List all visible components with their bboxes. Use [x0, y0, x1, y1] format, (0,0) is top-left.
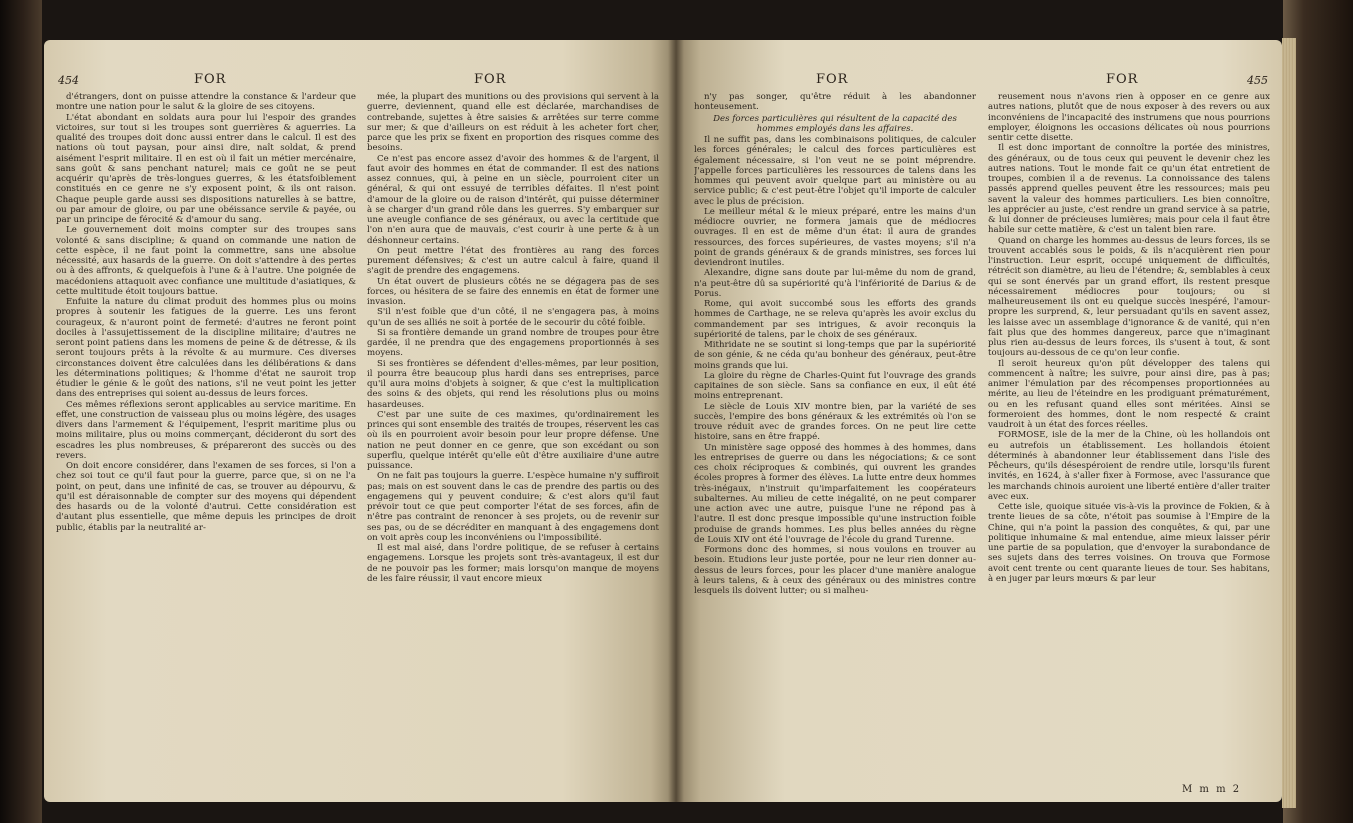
paragraph: On peut mettre l'état des frontières au rang des forces purement défensives; & c'est un autre calcul à faire, quand il s'agit de prendre des engagemens. — [367, 245, 659, 277]
paragraph: Ces mêmes réflexions seront applicables au service maritime. En effet, une construction de vaisseau plus ou moins légère, des usages divers dans l'armement & l'équipement, l'esprit maritime plus ou moins militaire, plus ou moins commerçant, décideront du sort des escadres les plus nombreuses, & prépareront des succès ou des revers. — [56, 399, 356, 461]
paragraph: La gloire du règne de Charles-Quint fut l'ouvrage des grands capitaines de son siècle. Sans sa confiance en eux, il eût été moins entreprenant. — [694, 370, 976, 402]
paragraph: L'état abondant en soldats aura pour lui l'espoir des grandes victoires, sur tout si les troupes sont guerrières & aguerries. La qualité des troupes doit donc aussi entrer dans le calcul. Il est des nations où tout paysan, pour ainsi dire, naît soldat, & prend aisément l'esprit militaire. Il en est où il fait un métier mercénaire, sans goût & sans penchant naturel; mais ce goût ne se peut acquérir qu'après de très-longues guerres, & les étatsfoiblement constitués en ce genre ne s'y exposent point, & ils ont raison. Chaque peuple garde aussi ses dispositions naturelles à se battre, ou par amour de gloire, ou par une obéissance servile & payée, ou par un principe de férocité & d'amour du sang. — [56, 112, 356, 225]
paragraph: Un état ouvert de plusieurs côtés ne se dégagera pas de ses forces, ou hésitera de se faire des ennemis en état de former une invasion. — [367, 276, 659, 307]
paragraph: d'étrangers, dont on puisse attendre la constance & l'ardeur que montre une nation pour le salut & la gloire de ses citoyens. — [56, 92, 356, 113]
left-column-2 — [367, 92, 659, 792]
paragraph: Si ses frontières se défendent d'elles-mêmes, par leur position, il pourra être beaucoup plus hardi dans ses entreprises, parce qu'il aura moins d'objets à soigner, & que c'est la multiplication des soins & des objets, qui rend les résolutions plus ou moins hasardeuses. — [367, 358, 659, 410]
paragraph: Alexandre, digne sans doute par lui-même du nom de grand, n'a peut-être dû sa supériorité qu'à l'infériorité de Darius & de Porus. — [694, 268, 976, 299]
signature-mark: M m m 2 — [1182, 784, 1242, 795]
paragraph: reusement nous n'avons rien à opposer en ce genre aux autres nations, plutôt que de nous exposer à des revers ou aux inconvéniens de l'incapacité des instrumens que nous pourrions employer, éloignons les occasions délicates où nous pourrions sentir cette disette. — [988, 92, 1270, 143]
paragraph: Enfuite la nature du climat produit des hommes plus ou moins propres à soutenir les fatigues de la guerre. Les uns feront courageux, & n'auront point de fermeté: d'autres ne feront point dociles à l'assujettissement de la discipline militaire; d'autres ne seront point patiens dans les momens de peine & de détresse, & ils seront toujours prêts à la révolte & au murmure. Ces diverses circonstances doivent être calculées dans les délibérations & dans les déterminations politiques; & l'homme d'état ne sauroit trop étudier le génie & le goût des nations, s'il ne veut point les jetter dans des entreprises qui soient au-dessus de leurs forces. — [56, 297, 356, 400]
paragraph: Mithridate ne se soutint si long-temps que par la supériorité de son génie, & ne céda qu'au bonheur des généraux, peut-être moins grands que lui. — [694, 340, 976, 371]
book-gutter — [668, 40, 684, 802]
paragraph: Le siècle de Louis XIV montre bien, par la variété de ses succès, l'empire des bons généraux & les extrémités où l'on se trouve réduit avec de grandes forces. On ne peut lire cette histoire, sans en être frappé. — [694, 401, 976, 443]
paragraph: Ce n'est pas encore assez d'avoir des hommes & de l'argent, il faut avoir des hommes en état de commander. Il est des nations assez connues, qui, à peine en un siècle, pourroient citer un général, & qui ont essuyé de terribles défaites. Il n'est point d'amour de la gloire ou de raison d'intérêt, qui puisse déterminer à se charger d'un grand rôle dans les guerres. S'y embarquer sur une aveugle confiance de ses généraux, ou avec la certitude que l'on n'en aura que de mauvais, c'est courir à une perte & à un déshonneur certains. — [367, 153, 659, 246]
right-running-head-1: FOR — [816, 72, 849, 87]
paragraph: Si sa frontière demande un grand nombre de troupes pour être gardée, il ne prendra que des engagemens proportionnés à ses moyens. — [367, 327, 659, 359]
right-column-2 — [988, 92, 1270, 792]
paragraph: Rome, qui avoit succombé sous les efforts des grands hommes de Carthage, ne se releva qu'après les avoir exclus du commandement par ses intrigues, & avoir reconquis la supériorité de talens, par le choix de ses généraux. — [694, 299, 976, 340]
right-column-1 — [694, 92, 976, 792]
paragraph: Formons donc des hommes, si nous voulons en trouver au besoin. Etudions leur juste portée, pour ne leur rien donner au-dessus de leurs forces, pour les placer d'une manière analogue à leurs talens, & à ceux des généraux ou des ministres contre lesquels ils doivent lutter; ou si malheu- — [694, 545, 976, 596]
paragraph: Il seroit heureux qu'on pût développer des talens qui commencent à naître; les suivre, pour ainsi dire, pas à pas; animer l'émulation par des récompenses proportionnées au mérite, au lieu de l'éteindre en les prodiguant prématurément, ou en les refusant quand elles sont méritées. Ainsi se formeroient des hommes, dont le nom respecté & craint vaudroit à un état des forces réelles. — [988, 358, 1270, 430]
paragraph: On ne fait pas toujours la guerre. L'espèce humaine n'y suffiroit pas; mais on est souvent dans le cas de prendre des partis ou des engagemens qui y peuvent conduire; & c'est alors qu'il faut prévoir tout ce que peut comporter l'état de ses forces, afin de n'être pas contraint de renoncer à ses projets, ou de revenir sur ses pas, ou de se décréditer en manquant à des engagemens dont on voit après coup les inconvéniens ou l'impossibilité. — [367, 471, 659, 543]
right-page — [676, 40, 1282, 802]
paragraph: S'il n'est foible que d'un côté, il ne s'engagera pas, à moins qu'un de ses alliés ne soit à portée de le secourir du côté foible. — [367, 307, 659, 328]
paragraph: Cette isle, quoique située vis-à-vis la province de Fokien, & à trente lieues de sa côte, n'étoit pas soumise à l'Empire de la Chine, qui n'a point la passion des conquêtes, & qui, par une politique inhumaine & mal entendue, aime mieux laisser périr une partie de sa population, que d'envoyer la surabondance de ses sujets dans des terres voisines. On trouva que Formose avoit cent trente ou cent quarante lieues de tour. Ses habitans, à en juger par leurs mœurs & par leur — [988, 502, 1270, 584]
left-page-number: 454 — [58, 74, 79, 87]
paragraph: Le gouvernement doit moins compter sur des troupes sans volonté & sans discipline; & quand on commande une nation de cette espèce, il ne faut point la commettre, sans une absolue nécessité, aux hasards de la guerre. On doit s'attendre à des pertes ou à des affronts, & quelquefois à l'une & à l'autre. Une poignée de macédoniens attaquoit avec confiance une multitude d'asiatiques, & cette multitude étoit toujours battue. — [56, 225, 356, 297]
left-running-head-2: FOR — [474, 72, 507, 87]
paragraph: On doit encore considérer, dans l'examen de ses forces, si l'on a chez soi tout ce qu'il faut pour la guerre, parce que, si on ne l'a point, on peut, dans une infinité de cas, se trouver au dépourvu, & qu'il est déraisonnable de compter sur des moyens qui dépendent des hasards ou de la volonté d'autrui. Cette considération est d'autant plus essentielle, que même depuis les principes de droit public, établis par la neutralité ar- — [56, 461, 356, 533]
left-column-1 — [56, 92, 356, 792]
paragraph: n'y pas songer, qu'être réduit à les abandonner honteusement. — [694, 92, 976, 113]
paragraph: mée, la plupart des munitions ou des provisions qui servent à la guerre, deviennent, quand elle est déclarée, marchandises de contrebande, sujettes à être saisies & arrêtées sur terre comme sur mer; & que d'ailleurs on est réduit à les acheter fort cher, parce que les prix se fixent en proportion des risques comme des besoins. — [367, 92, 659, 154]
paragraph: Le meilleur métal & le mieux préparé, entre les mains d'un médiocre ouvrier, ne formera jamais que de médiocres ouvrages. Il en est de même d'un état: il aura de grandes ressources, des forces supérieures, de vastes moyens; s'il n'a point de grands généraux & de grands ministres, ses forces lui deviendront inutiles. — [694, 206, 976, 268]
paragraph: Il est mal aisé, dans l'ordre politique, de se refuser à certains engagemens. Lorsque les projets sont très-avantageux, il est dur de ne pouvoir pas les former; mais lorsqu'on manque de moyens de les faire réussir, il vaut encore mieux — [367, 543, 659, 584]
paragraph: Il est donc important de connoître la portée des ministres, des généraux, ou de tous ceux qui peuvent le devenir chez les autres nations. Tout le monde fait ce qu'un état entretient de troupes, combien il a de revenus. La connoissance des talens passés apprend quelles peuvent être les ressources; mais peu savent la valeur des hommes particuliers. Les bien connoître, les apprécier au juste, c'est rendre un grand service à sa patrie, & lui donner de précieuses lumières; mais pour cela il faut être habile sur cette matière, & c'est un talent bien rare. — [988, 143, 1270, 236]
page-stack-right — [1282, 38, 1296, 808]
paragraph: Un ministère sage opposé des hommes à des hommes, dans les entreprises de guerre ou dans les négociations; & ce sont ces choix réciproques & combinés, qui ouvrent les grandes écoles propres à former des élèves. La lutte entre deux hommes très-inégaux, n'instruit qu'imparfaitement les coopérateurs subalternes. Au milieu de cette inégalité, on ne peut comparer une action avec une autre, puisque l'une ne répond pas à l'autre. Il est donc presque impossible qu'une instruction foible produise de grands hommes. Les plus belles années du règne de Louis XIV ont été l'ouvrage de l'école du grand Turenne. — [694, 442, 976, 545]
book-edge-left — [0, 0, 42, 823]
left-page — [44, 40, 676, 802]
paragraph: Il ne suffit pas, dans les combinaisons politiques, de calculer les forces générales; le calcul des forces particulières est également nécessaire, si l'on veut ne se point méprendre. J'appelle forces particulières les ressources de talens dans les hommes qui peuvent avoir quelque part au ministère ou au service public; & c'est peut-être l'objet qu'il importe de calculer avec le plus de précision. — [694, 135, 976, 207]
paragraph: C'est par une suite de ces maximes, qu'ordinairement les princes qui sont ensemble des traités de troupes, réservent les cas où ils en pourroient avoir besoin pour leur propre défense. Une nation ne peut donner en ce genre, que son excédant ou son superflu, quelque intérêt qu'elle eût d'être auxiliaire d'une autre puissance. — [367, 409, 659, 471]
right-page-number: 455 — [1247, 74, 1268, 87]
left-running-head-1: FOR — [194, 72, 227, 87]
paragraph: FORMOSE, isle de la mer de la Chine, où les hollandois ont eu autrefois un établissement. Les hollandois étoient déterminés à abandonner leur établissement dans l'isle des Pêcheurs, qu'ils désespéroient de rendre utile, lorsqu'ils furent invités, en 1624, à s'aller fixer à Formose, avec l'assurance que les marchands chinois auroient une liberté entière d'aller traiter avec eux. — [988, 430, 1270, 502]
paragraph: Des forces particulières qui résultent de la capacité des hommes employés dans les affaires. — [713, 113, 957, 134]
paragraph: Quand on charge les hommes au-dessus de leurs forces, ils se trouvent accablés sous le poids, & ils n'acquièrent rien pour l'instruction. Leur esprit, occupé uniquement de difficultés, rétrécit son diamètre, au lieu de l'étendre; &, semblables à ceux qui se sont énervés par un grand effort, ils restent presque nécessairement médiocres pour toujours; ou si malheureusement ils ont eu quelque succès inespéré, l'amour-propre les surprend, &, leur persuadant qu'ils en savent assez, les laisse avec un assemblage d'ignorance & de vanité, qui n'en fait plus que des hommes dangereux, parce que n'imaginant plus rien au-dessus de leurs forces, ils s'usent à tout, & sont toujours au-dessous de ce qu'on leur confie. — [988, 235, 1270, 359]
right-running-head-2: FOR — [1106, 72, 1139, 87]
